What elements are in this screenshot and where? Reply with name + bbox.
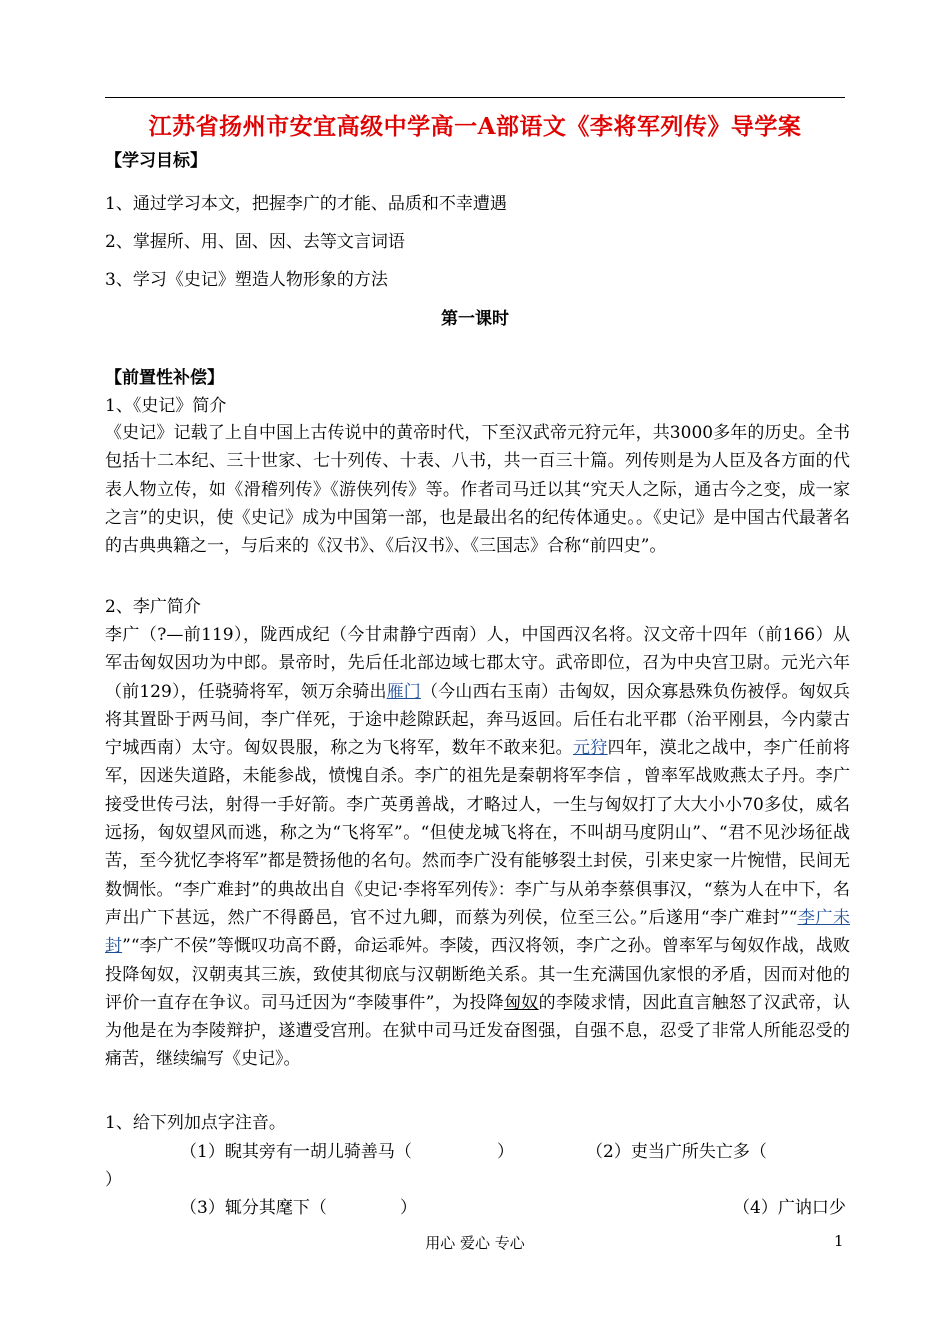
link-yanmen[interactable]: 雁门 <box>386 681 421 702</box>
exercise-q1-close: ） <box>497 1142 514 1162</box>
exercise-heading: 1、给下列加点字注音。 <box>105 1113 286 1133</box>
objective-item: 3、学习《史记》塑造人物形象的方法 <box>105 270 388 290</box>
prep-heading: 【前置性补偿】 <box>105 368 224 388</box>
exercise-q4: （4）广讷口少 <box>733 1198 846 1218</box>
shiji-text: 《史记》记载了上自中国上古传说中的黄帝时代，下至汉武帝元狩元年，共3000多年的历史。全书包括十二本纪、三十世家、七十列传、十表、八书，共一百三十篇。列传则是为人臣及各方面的代表人物立传，如《滑稽列传》《游侠列传》等。作者司马迁以其“究天人之际，通古今之变，成一家之言”的史识，使《史记》成为中国第一部，也是最出名的纪传体通史。。《史记》是中国古代最著名的古典典籍之一，与后来的《汉书》、《后汉书》、《三国志》合称“前四史”。 <box>105 423 850 557</box>
page-number: 1 <box>834 1232 844 1250</box>
xiongnu-underlined: 匈奴 <box>503 992 539 1013</box>
exercise-q2: （2）吏当广所失亡多（ <box>586 1142 767 1162</box>
ligang-text-part: （今山西右玉南）击匈奴，因众寡悬殊负伤被俘。匈奴兵将其置卧于两马间，李广佯死，于途中趁隙跃起，奔马返回。后任右北平郡（治平刚县，今内蒙古宁城西南）太守。匈奴畏服，称之为飞将军，数年不敢来犯。 <box>105 681 851 759</box>
objectives-heading: 【学习目标】 <box>105 151 207 171</box>
ligang-text-part: 李广（?—前119），陇西成纪（今甘肃静宁西南）人，中国西汉名将。汉文帝十四年（前166）从军击匈奴因功为中郎。景帝时，先后任北部边域七郡太守。武帝即位，召为中央宫卫尉。元光六年（前129），任骁骑将军，领万余骑出 <box>105 625 850 702</box>
ligang-heading: 2、李广简介 <box>105 597 201 617</box>
objective-item: 1、通过学习本文，把握李广的才能、品质和不幸遭遇 <box>105 194 507 214</box>
page-footer: 用心 爱心 专心 <box>425 1234 525 1252</box>
shiji-paragraph <box>105 419 850 560</box>
ligang-paragraph <box>105 621 850 1074</box>
exercise-q2-close: ） <box>105 1170 122 1190</box>
shiji-heading: 1、《史记》简介 <box>105 396 227 416</box>
exercise-q3-close: ） <box>400 1198 417 1218</box>
header-rule <box>105 97 845 98</box>
exercise-q3: （3）辄分其麾下（ <box>180 1198 327 1218</box>
document-title: 江苏省扬州市安宜高级中学高一A部语文《李将军列传》导学案 <box>148 113 802 140</box>
link-li-guang-weifeng[interactable]: 李广未封 <box>105 907 851 957</box>
objective-item: 2、掌握所、用、固、因、去等文言词语 <box>105 232 405 252</box>
ligang-text-part: 四年，漠北之战中，李广任前将军，因迷失道路，未能参战，愤愧自杀。李广的祖先是秦朝将军李信 ，曾率军战败燕太子丹。李广接受世传弓法，射得一手好箭。李广英勇善战，才略过人，一生与匈奴打了大大小小70多仗，威名远扬，匈奴望风而逃，称之为“飞将军”。“但使龙城飞将在，不叫胡马度阴山”、“君不见沙场征战苦，至今犹忆李将军”都是赞扬他的名句。然而李广没有能够裂土封侯，引来史家一片惋惜，民间无数惆怅。“李广难封”的典故出自《史记·李将军列传》：李广与从弟李蔡俱事汉，“蔡为人在中下，名声出广下甚远，然广不得爵邑，官不过九卿，而蔡为列侯，位至三公。”后遂用“李广难封”“ <box>105 738 851 928</box>
exercise-q1: （1）睨其旁有一胡儿骑善马（ <box>180 1142 412 1162</box>
ligang-text-part: 的李陵求情，因此直言触怒了汉武帝，认为他是在为李陵辩护，遂遭受宫刑。在狱中司马迁发奋图强，自强不息，忍受了非常人所能忍受的痛苦，继续编写《史记》。 <box>105 992 851 1070</box>
link-yuanshou[interactable]: 元狩 <box>573 738 608 759</box>
lesson-title: 第一课时 <box>441 309 509 329</box>
ligang-text-part: ”“李广不侯”等慨叹功高不爵，命运乖舛。李陵，西汉将领，李广之孙。曾率军与匈奴作战，战败投降匈奴，汉朝夷其三族，致使其彻底与汉朝断绝关系。其一生充满国仇家恨的矛盾，因而对他的评价一直存在争议。司马迁因为“李陵事件”，为投降 <box>105 936 851 1013</box>
ligang-text <box>105 621 850 1074</box>
